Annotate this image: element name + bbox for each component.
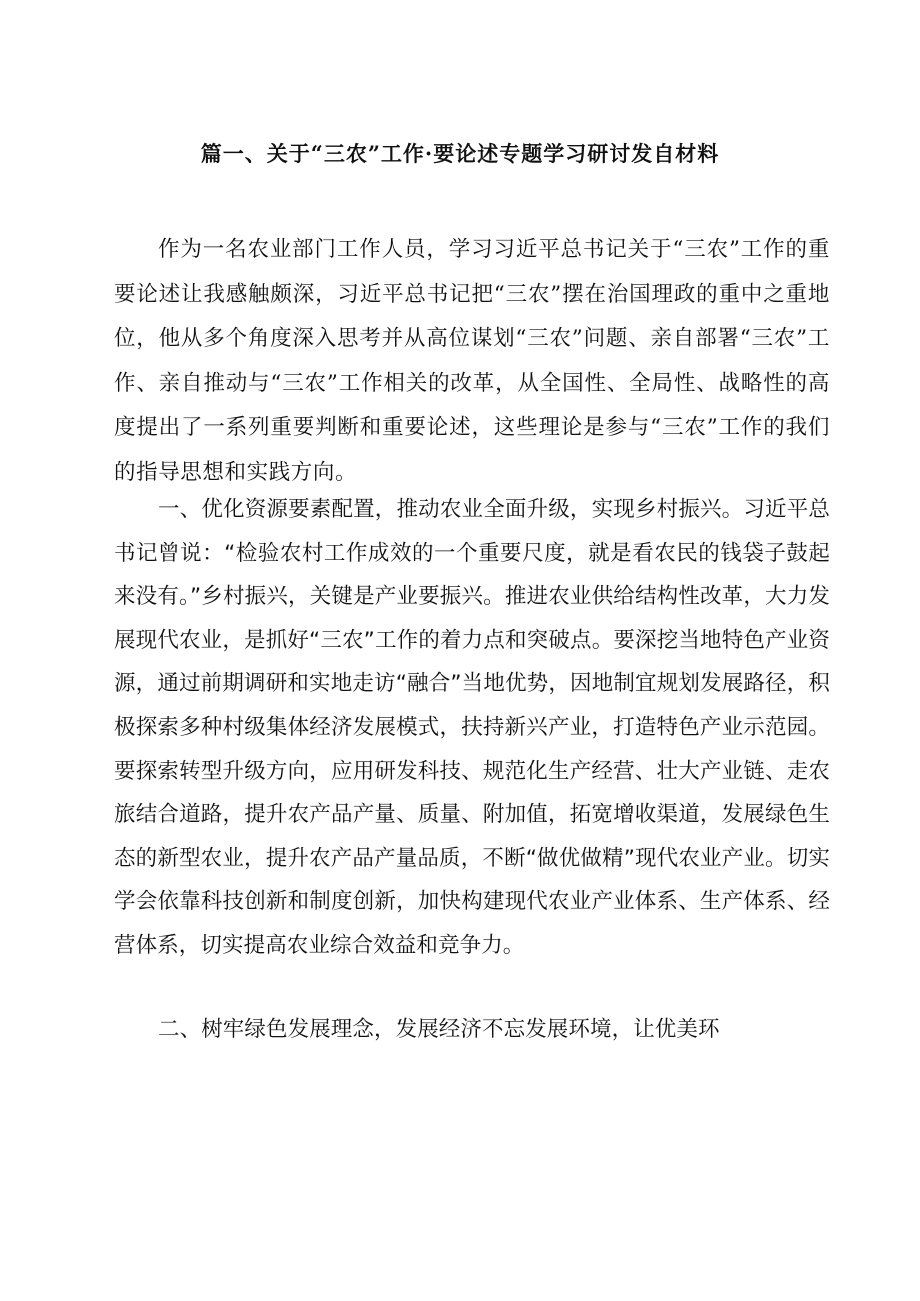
- paragraph-intro: 作为一名农业部门工作人员，学习习近平总书记关于“三农”工作的重要论述让我感触颇深，习近平总书记把“三农”摆在治国理政的重中之重地位，他从多个角度深入思考并从高位谋划“三农”问题、亲自部署“三农”工作、亲自推动与“三农”工作相关的改革，从全国性、全局性、战略性的高度提出了一系列重要判断和重要论述，这些理论是参与“三农”工作的我们的指导思想和实践方向。: [114, 237, 830, 485]
- paragraph-section-two: 二、树牢绿色发展理念，发展经济不忘发展环境，让优美环: [158, 1017, 720, 1042]
- document-title: 篇一、关于“三农”工作·要论述专题学习研讨发自材料: [200, 141, 720, 166]
- paragraph-section-one: 一、优化资源要素配置，推动农业全面升级，实现乡村振兴。习近平总书记曾说：“检验农村工作成效的一个重要尺度，就是看农民的钱袋子鼓起来没有。”乡村振兴，关键是产业要振兴。推进农业供给结构性改革，大力发展现代农业，是抓好“三农”工作的着力点和突破点。要深挖当地特色产业资源，通过前期调研和实地走访“融合”当地优势，因地制宜规划发展路径，积极探索多种村级集体经济发展模式，扶持新兴产业，打造特色产业示范园。要探索转型升级方向，应用研发科技、规范化生产经营、壮大产业链、走农旅结合道路，提升农产品产量、质量、附加值，拓宽增收渠道，发展绿色生态的新型农业，提升农产品产量品质，不断“做优做精”现代农业产业。切实学会依靠科技创新和制度创新，加快构建现代农业产业体系、生产体系、经营体系，切实提高农业综合效益和竞争力。: [114, 497, 830, 958]
